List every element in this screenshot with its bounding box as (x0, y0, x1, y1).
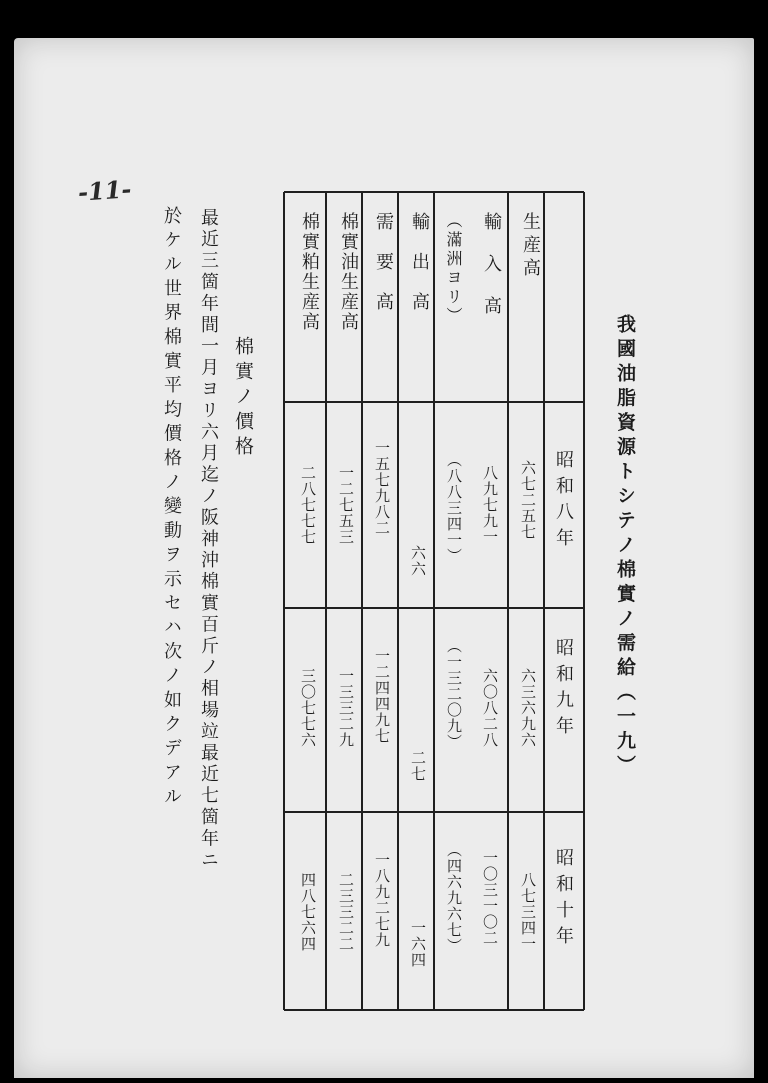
cell-showa10-production: 八七三四一 (519, 872, 537, 952)
cell-showa8-cake: 二八七七七 (299, 465, 317, 545)
cell-showa9-production: 六三六九六 (519, 668, 537, 748)
row-header-demand: 需要高 (373, 212, 394, 332)
cell-showa9-imports: 六〇八二八 (481, 668, 499, 748)
cell-showa10-exports: 一六四 (409, 920, 427, 968)
cell-showa10-demand: 一八九二七九 (373, 852, 391, 948)
cell-showa8-exports: 六六 (409, 545, 427, 577)
cell-showa10-oil: 二三三二二 (337, 872, 355, 952)
body-line-2: 於ケル世界棉實平均價格ノ變動ヲ示セハ次ノ如クデアル (161, 206, 182, 811)
cell-showa9-demand: 一二四四九七 (373, 648, 391, 744)
year-header-showa10: 昭和十年 (553, 848, 574, 952)
row-header-oil-production: 棉實油生産高 (338, 212, 359, 332)
cotton-seed-supply-table (282, 190, 587, 1012)
cell-showa8-imports: 八九七九一 (481, 465, 499, 545)
row-header-imports: 輸入高 (481, 212, 502, 338)
row-header-exports: 輸出高 (409, 212, 430, 332)
year-header-showa9: 昭和九年 (553, 638, 574, 742)
row-header-cake-production: 棉實粕生産高 (299, 212, 320, 332)
cell-showa9-oil: 一三三二九 (337, 668, 355, 748)
table-grid (282, 190, 587, 1012)
row-header-manchuria: （滿洲ヨリ） (444, 212, 463, 326)
cell-showa8-demand: 一五七九八二 (373, 440, 391, 536)
cell-showa9-cake: 三〇七七六 (299, 668, 317, 748)
cell-showa10-manchuria: （四六九六七） (445, 842, 463, 954)
section-heading: 棉實ノ價格 (232, 336, 254, 461)
document-title: 我國油脂資源トシテノ棉實ノ需給（一九） (614, 314, 636, 780)
body-line-1: 最近三箇年間一月ヨリ六月迄ノ阪神沖棉實百斤ノ相場竝最近七箇年ニ (198, 208, 219, 872)
cell-showa10-imports: 一〇三一〇二 (481, 850, 499, 946)
year-header-showa8: 昭和八年 (553, 450, 574, 554)
cell-showa9-exports: 二七 (409, 750, 427, 782)
cell-showa10-cake: 四八七六四 (299, 872, 317, 952)
cell-showa9-manchuria: （一三二〇九） (445, 638, 463, 750)
row-header-production: 生産高 (520, 212, 541, 281)
cell-showa8-production: 六七二五七 (519, 460, 537, 540)
cell-showa8-oil: 一二七五三 (337, 465, 355, 545)
page-number: -11- (77, 174, 133, 207)
cell-showa8-manchuria: （八八三四一） (445, 452, 463, 564)
